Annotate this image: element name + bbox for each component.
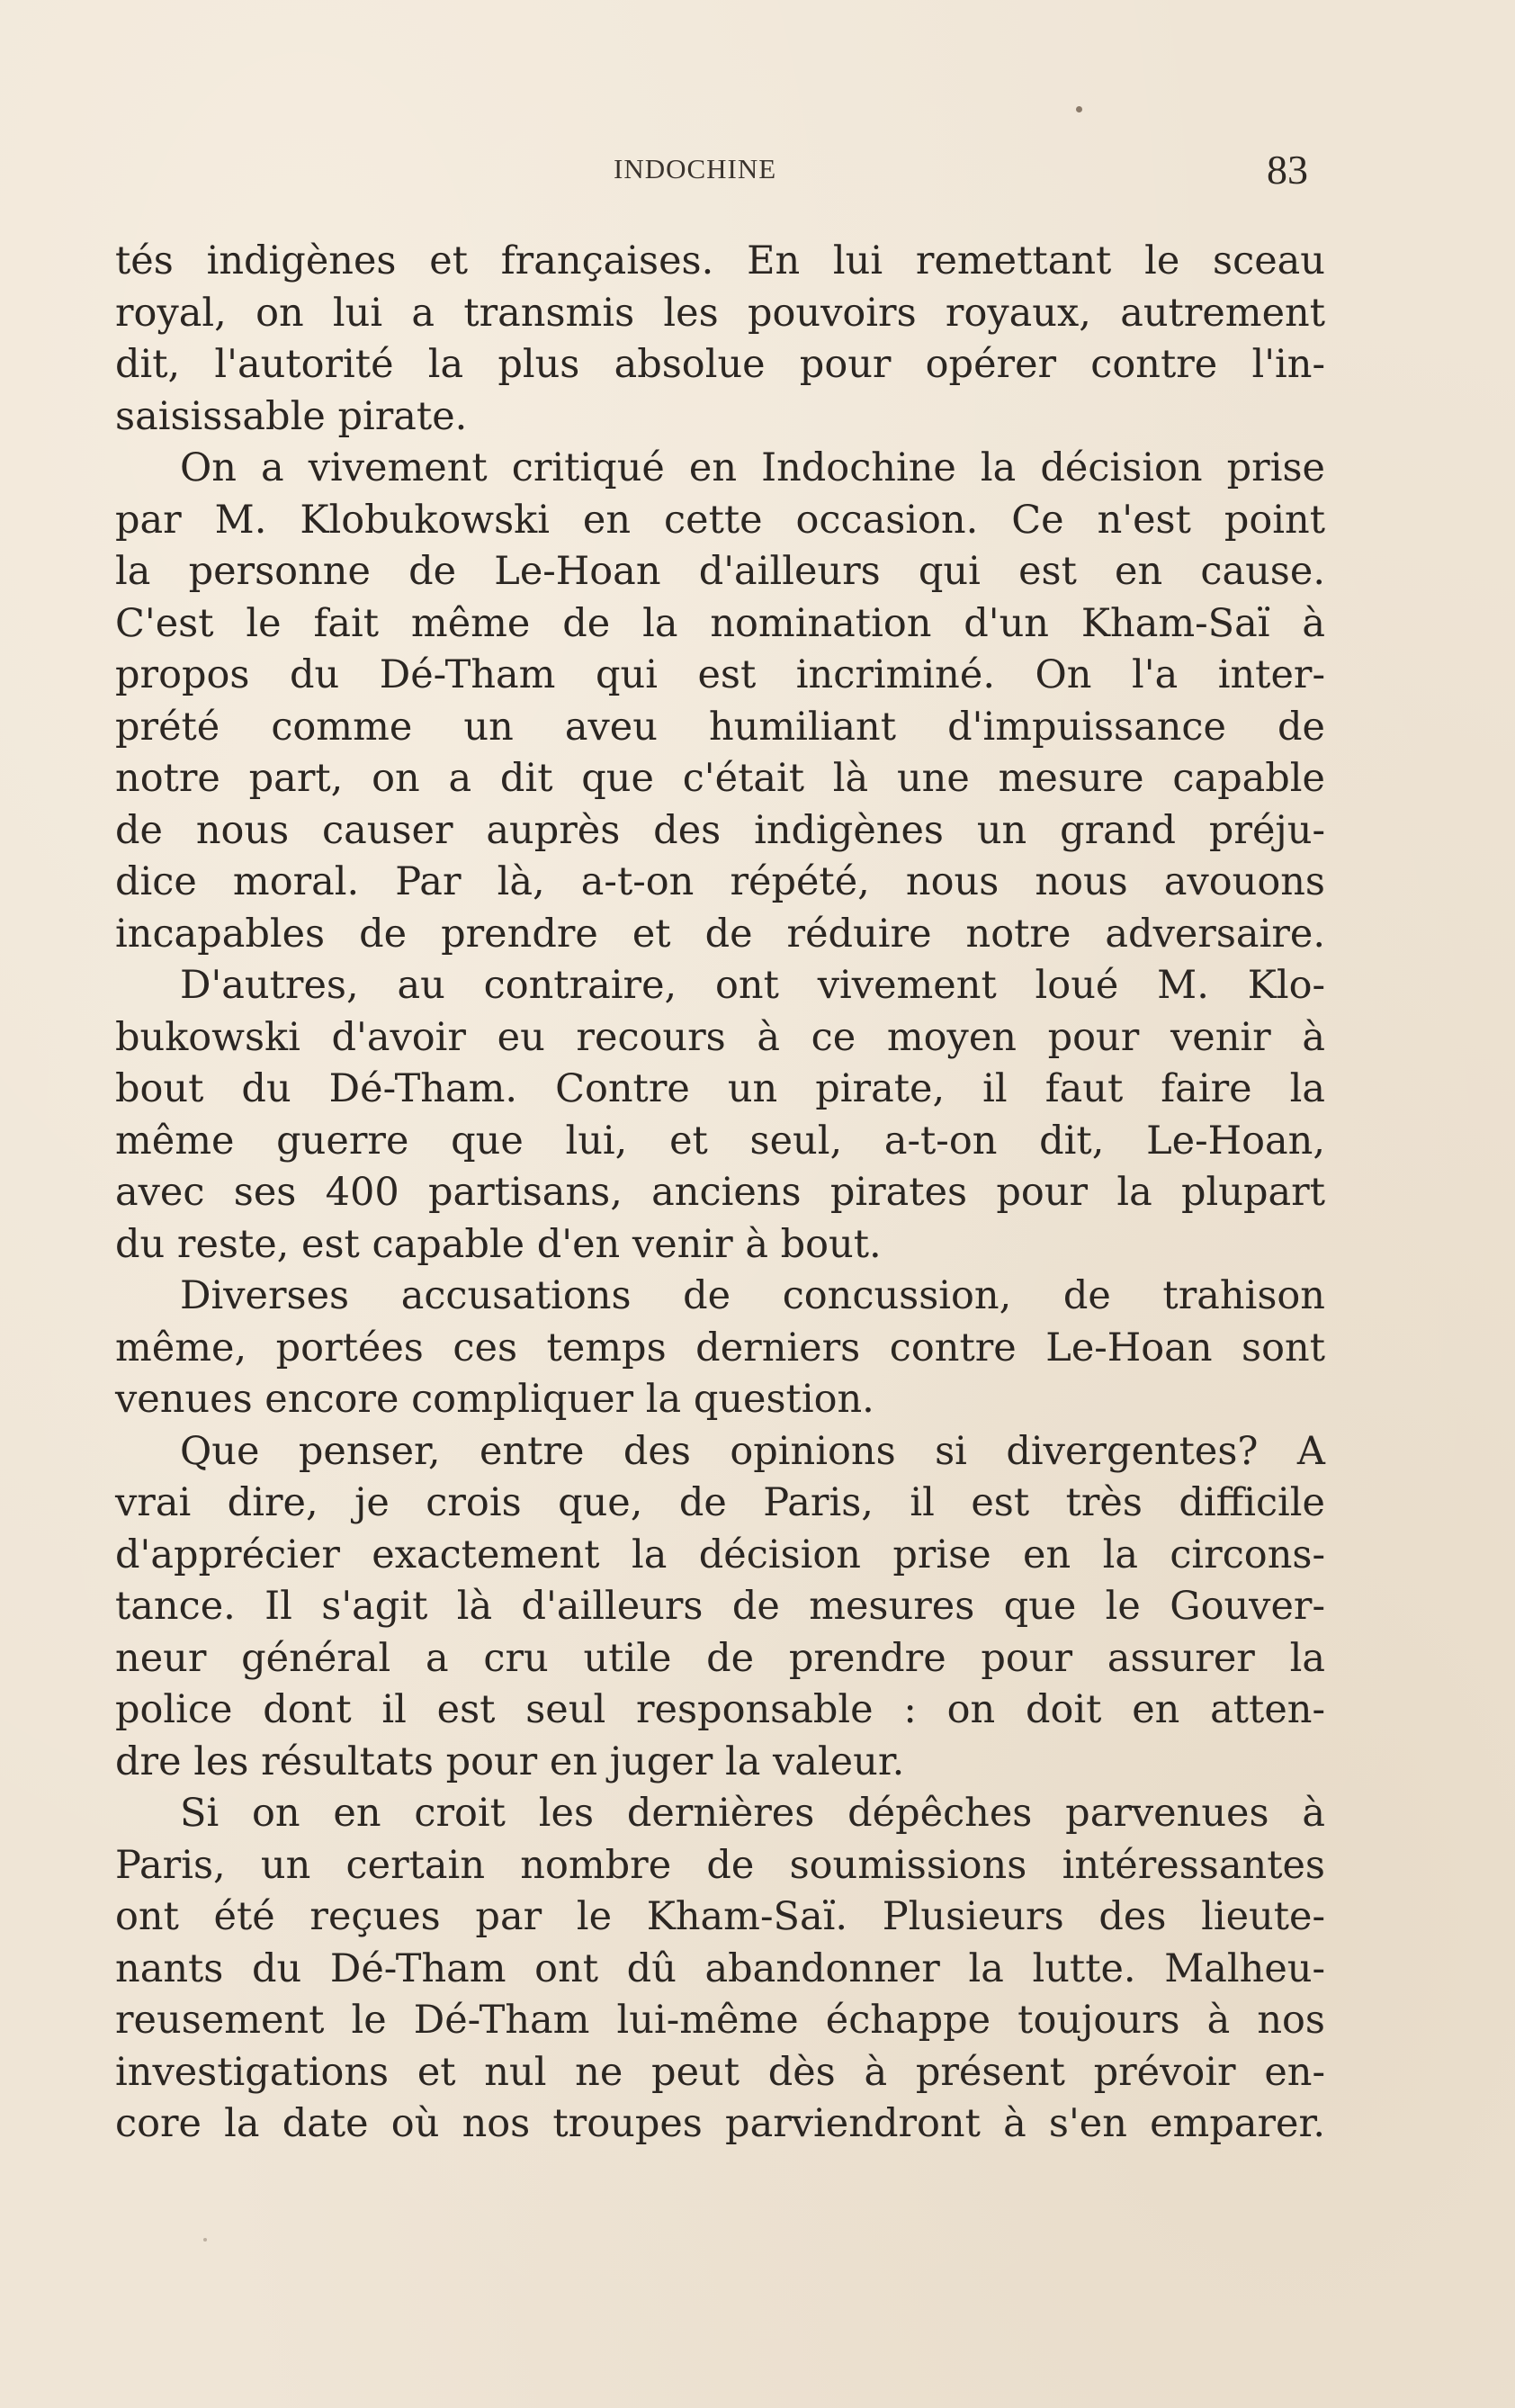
text-line: avec ses 400 partisans, anciens pirates pour la plupart xyxy=(115,1170,1325,1215)
text-line: propos du Dé-Tham qui est incriminé. On l'a inter- xyxy=(115,652,1325,697)
text-line: d'apprécier exactement la décision prise en la circons- xyxy=(115,1532,1325,1577)
text-line: nants du Dé-Tham ont dû abandonner la lutte. Malheu- xyxy=(115,1945,1325,1991)
text-line: Si on en croit les dernières dépêches parvenues à xyxy=(180,1791,1325,1836)
text-line: même guerre que lui, et seul, a-t-on dit, Le-Hoan, xyxy=(115,1118,1325,1164)
text-line: police dont il est seul responsable : on doit en atten- xyxy=(115,1687,1325,1732)
text-line: tés indigènes et françaises. En lui remettant le sceau xyxy=(115,238,1325,283)
text-line: prété comme un aveu humiliant d'impuissance de xyxy=(115,704,1325,750)
text-line: Que penser, entre des opinions si divergentes? A xyxy=(180,1428,1325,1474)
text-line: saisissable pirate. xyxy=(115,393,468,439)
text-line: bukowski d'avoir eu recours à ce moyen pour venir à xyxy=(115,1014,1325,1060)
text-line: neur général a cru utile de prendre pour assurer la xyxy=(115,1635,1325,1681)
text-line: du reste, est capable d'en venir à bout. xyxy=(115,1221,882,1267)
text-line: de nous causer auprès des indigènes un grand préju- xyxy=(115,807,1325,853)
text-line: dice moral. Par là, a-t-on répété, nous nous avouons xyxy=(115,859,1325,904)
text-line: même, portées ces temps derniers contre Le-Hoan sont xyxy=(115,1325,1325,1370)
text-line: core la date où nos troupes parviendront à s'en emparer. xyxy=(115,2101,1325,2146)
text-line: royal, on lui a transmis les pouvoirs royaux, autrement xyxy=(115,290,1325,336)
text-line: bout du Dé-Tham. Contre un pirate, il faut faire la xyxy=(115,1066,1325,1111)
page-number: 83 xyxy=(1267,147,1308,193)
text-line: incapables de prendre et de réduire notre adversaire. xyxy=(115,911,1325,957)
text-line: D'autres, au contraire, ont vivement loué M. Klo- xyxy=(180,963,1325,1008)
text-line: investigations et nul ne peut dès à présent prévoir en- xyxy=(115,2049,1325,2095)
text-line: notre part, on a dit que c'était là une mesure capable xyxy=(115,756,1325,801)
text-line: ont été reçues par le Kham-Saï. Plusieurs des lieute- xyxy=(115,1894,1325,1939)
text-line: Diverses accusations de concussion, de trahison xyxy=(180,1273,1325,1318)
text-line: tance. Il s'agit là d'ailleurs de mesures que le Gouver- xyxy=(115,1584,1325,1629)
paper-speck xyxy=(203,2238,207,2242)
body-text xyxy=(115,236,1325,2151)
text-line: la personne de Le-Hoan d'ailleurs qui est en cause. xyxy=(115,549,1325,594)
running-title: INDOCHINE xyxy=(614,153,777,184)
text-line: dre les résultats pour en juger la valeur. xyxy=(115,1739,905,1784)
text-line: dit, l'autorité la plus absolue pour opérer contre l'in- xyxy=(115,342,1325,387)
text-line: C'est le fait même de la nomination d'un Kham-Saï à xyxy=(115,600,1325,646)
text-line: venues encore compliquer la question. xyxy=(115,1377,874,1422)
text-line: par M. Klobukowski en cette occasion. Ce n'est point xyxy=(115,497,1325,543)
text-line: Paris, un certain nombre de soumissions intéressantes xyxy=(115,1842,1325,1888)
text-line: vrai dire, je crois que, de Paris, il est très difficile xyxy=(115,1480,1325,1525)
running-head xyxy=(0,144,1515,198)
text-line: reusement le Dé-Tham lui-même échappe toujours à nos xyxy=(115,1998,1325,2043)
text-line: On a vivement critiqué en Indochine la décision prise xyxy=(180,445,1325,490)
paper-speck xyxy=(1076,106,1082,112)
